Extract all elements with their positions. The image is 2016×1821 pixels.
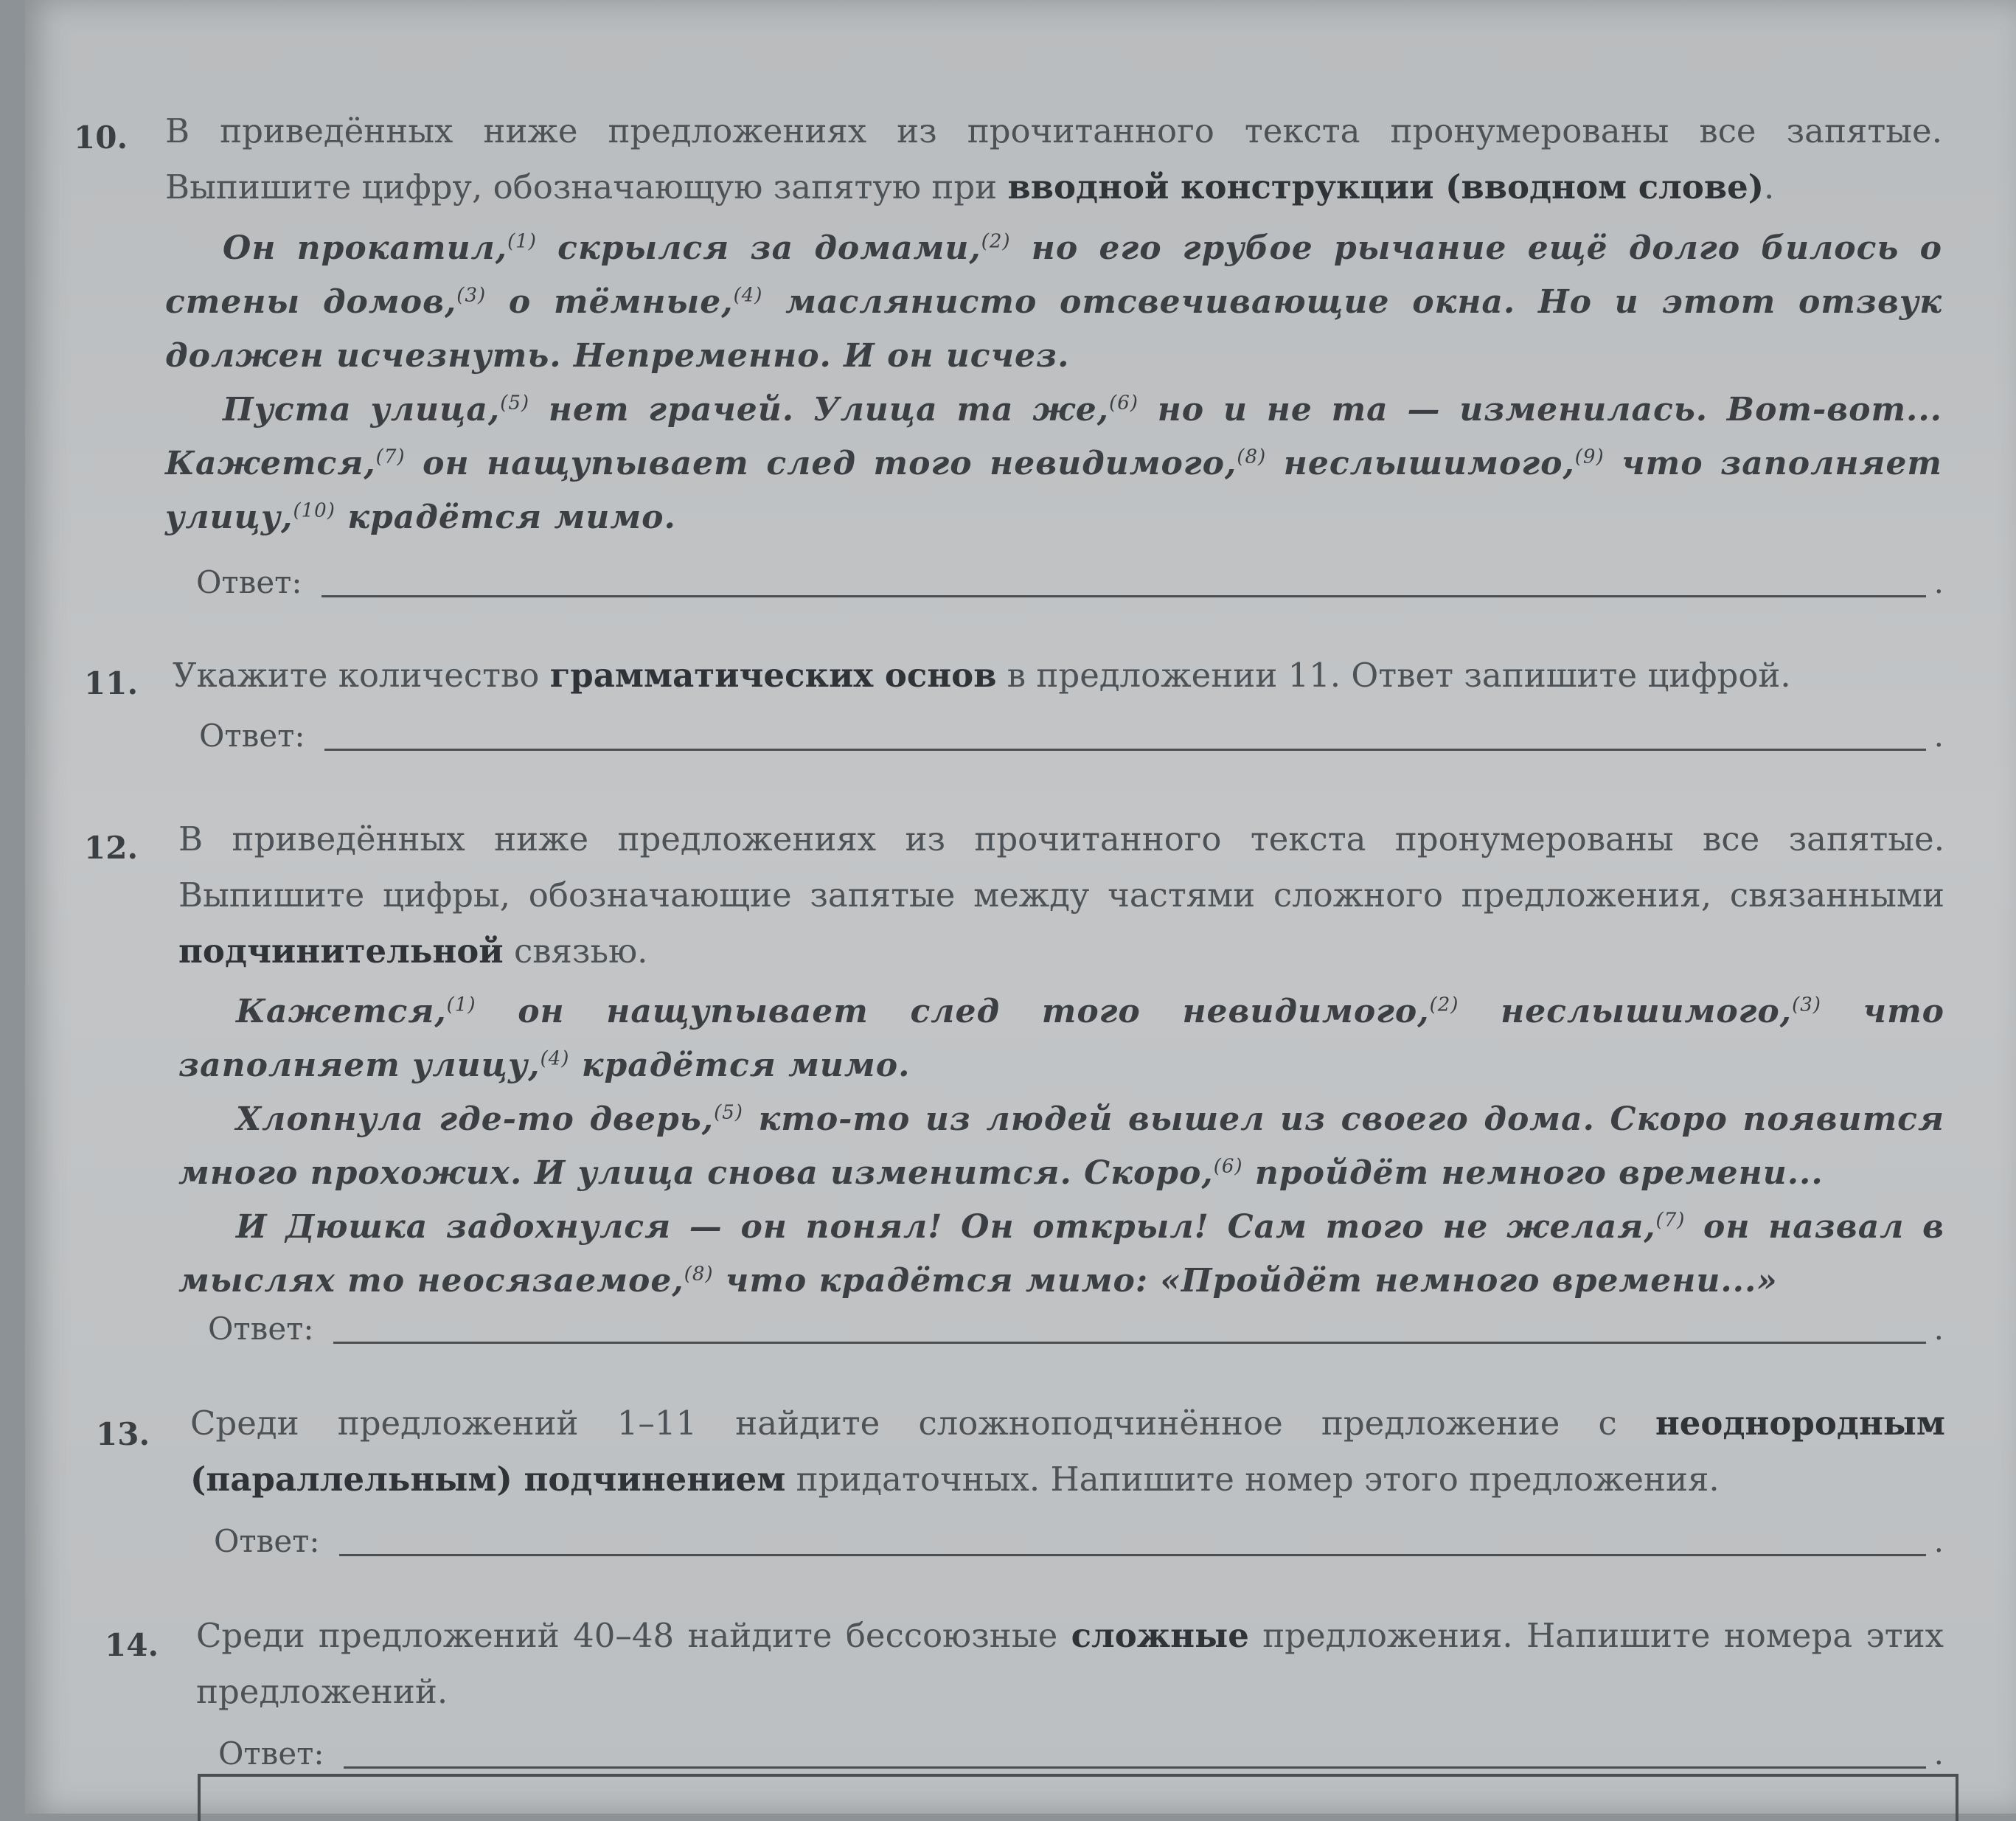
task-number: 14. [105, 1627, 159, 1663]
answer-field[interactable] [321, 595, 1926, 597]
comma-number: (6) [1109, 392, 1139, 415]
task-number: 11. [84, 665, 139, 701]
answer-row: Ответ: . [199, 718, 1944, 754]
comma-number: (3) [456, 284, 487, 307]
answer-row: Ответ: . [214, 1523, 1944, 1559]
comma-number: (7) [375, 445, 406, 468]
answer-row: Ответ: . [218, 1735, 1944, 1772]
comma-number: (9) [1574, 445, 1605, 468]
source-paragraph: Хлопнула где-то дверь,$^{(5)}$ кто-то из людей вышел из своего дома. Скоро появится много прохожих. И улица снова изменится. Скоро,$^{(6)}$ пройдёт немного времени... [178, 1100, 1944, 1192]
task-instruction: В приведённых ниже предложениях из прочитанного текста пронумерованы все запятые. Выпишите цифру, обозначающую запятую при вводной конструкции (вводном слове). [165, 111, 1942, 207]
answer-row: Ответ: . [208, 1311, 1944, 1347]
task-instruction: Укажите количество грамматических основ в предложении 11. Ответ запишите цифрой. [173, 656, 1791, 695]
answer-field[interactable] [324, 749, 1926, 751]
comma-number: (2) [1429, 993, 1459, 1016]
task-instruction: Среди предложений 1–11 найдите сложноподчинённое предложение с неоднородным (параллельным) подчинением придаточных. Напишите номер этого предложения. [190, 1404, 1945, 1499]
source-paragraph: Он прокатил,$^{(1)}$ скрылся за домами,$^{(2)}$ но его грубое рычание ещё долго билось о стены домов,$^{(3)}$ о тёмные,$^{(4)}$ маслянисто отсвечивающие окна. Но и этот отзвук должен исчезнуть. Непременно. И он исчез. [165, 229, 1943, 375]
source-paragraph: И Дюшка задохнулся — он понял! Он открыл! Сам того не желая,$^{(7)}$ он назвал в мыслях то неосязаемое,$^{(8)}$ что крадётся мимо: «Пройдёт немного времени...» [178, 1208, 1944, 1300]
answer-label: Ответ: [214, 1523, 320, 1559]
comma-number: (3) [1792, 993, 1821, 1016]
comma-number: (5) [500, 392, 530, 415]
comma-number: (4) [733, 284, 763, 307]
comma-number: (8) [684, 1263, 714, 1286]
answer-label: Ответ: [218, 1735, 324, 1772]
task-instruction: В приведённых ниже предложениях из прочитанного текста пронумерованы все запятые. Выпишите цифры, обозначающие запятые между частями сложного предложения, связанными подчинительной связью. [178, 819, 1944, 971]
worksheet-page [25, 0, 2016, 1814]
task-number: 10. [74, 119, 128, 156]
answer-field[interactable] [344, 1766, 1926, 1769]
source-paragraph: Кажется,$^{(1)}$ он нащупывает след того невидимого,$^{(2)}$ неслышимого,$^{(3)}$ что заполняет улицу,$^{(4)}$ крадётся мимо. [178, 993, 1944, 1084]
comma-number: (2) [981, 230, 1011, 253]
answer-field[interactable] [339, 1554, 1926, 1556]
comma-number: (5) [714, 1101, 743, 1124]
comma-number: (6) [1213, 1155, 1243, 1178]
answer-field[interactable] [333, 1342, 1926, 1344]
task-number: 13. [96, 1416, 150, 1452]
answer-label: Ответ: [208, 1311, 314, 1347]
comma-number: (10) [293, 499, 336, 522]
comma-number: (7) [1655, 1209, 1686, 1232]
source-paragraph: Пуста улица,$^{(5)}$ нет грачей. Улица та же,$^{(6)}$ но и не та — изменилась. Вот-вот... Кажется,$^{(7)}$ он нащупывает след того невидимого,$^{(8)}$ неслышимого,$^{(9)}$ что заполняет улицу,$^{(10)}$ крадётся мимо. [165, 391, 1942, 536]
answer-label: Ответ: [199, 718, 305, 754]
task-instruction: Среди предложений 40–48 найдите бессоюзные сложные предложения. Напишите номера этих предложений. [196, 1616, 1944, 1711]
source-text [178, 985, 1944, 1308]
source-text [165, 221, 1942, 544]
next-section-frame [198, 1774, 1958, 1821]
comma-number: (4) [540, 1047, 570, 1070]
answer-row: Ответ: . [196, 564, 1944, 600]
answer-label: Ответ: [196, 564, 302, 600]
comma-number: (1) [507, 230, 537, 253]
task-number: 12. [84, 830, 139, 866]
comma-number: (8) [1237, 445, 1267, 468]
comma-number: (1) [446, 993, 476, 1016]
